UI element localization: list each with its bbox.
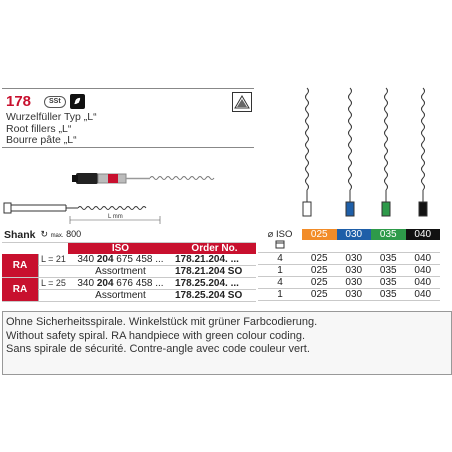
product-names — [6, 112, 97, 147]
size-value: 035 — [371, 265, 406, 277]
package-icon — [258, 240, 302, 253]
iso-pre: 340 — [77, 254, 95, 265]
instrument-outline — [4, 203, 160, 224]
size-value: 030 — [337, 277, 372, 289]
order-number: 178.21.204. ... — [173, 254, 256, 266]
column-header-row — [2, 243, 256, 255]
description-de: Ohne Sicherheitsspirale. Winkelstück mit grüner Farbcodierung. — [6, 316, 318, 328]
iso-bold: 204 — [96, 278, 114, 289]
shank-ra: RA — [2, 278, 39, 302]
iso-header: ISO — [68, 243, 173, 255]
iso-code — [68, 254, 173, 266]
description — [6, 316, 317, 357]
size-value: 040 — [406, 289, 441, 301]
size-row — [258, 265, 440, 277]
order-number: 178.25.204 SO — [173, 290, 256, 302]
size-025-header: 025 — [302, 229, 337, 240]
pack-count: 4 — [258, 277, 302, 289]
size-row — [258, 289, 440, 301]
length-value: L = 25 — [39, 278, 68, 290]
iso-code — [68, 278, 173, 290]
description-fr: Sans spirale de sécurité. Contre-angle avec code couleur vert. — [6, 343, 310, 355]
name-de: Wurzelfüller Typ „L“ — [6, 111, 97, 123]
name-en: Root fillers „L“ — [6, 122, 72, 135]
table-row — [2, 278, 256, 290]
shank-header-row — [2, 229, 256, 243]
instrument-photo — [72, 173, 214, 184]
iso-bold: 204 — [96, 254, 114, 265]
iso-post: 675 458 ... — [116, 254, 164, 265]
sizes-header-row — [258, 229, 440, 240]
sterile-icon — [232, 92, 252, 112]
product-number: 178 — [6, 93, 32, 110]
package-row — [258, 240, 440, 253]
file-025 — [303, 88, 311, 216]
size-030-header: 030 — [337, 229, 372, 240]
rotation-icon: ↻ — [40, 229, 49, 239]
description-en: Without safety spiral. RA handpiece with green colour coding. — [6, 329, 305, 342]
size-row — [258, 277, 440, 289]
size-value: 025 — [302, 265, 337, 277]
spiral-icon — [70, 94, 85, 109]
iso-post: 676 458 ... — [116, 278, 164, 289]
size-value: 030 — [337, 253, 372, 265]
diameter-icon: ⌀ — [267, 229, 274, 240]
order-table — [2, 229, 256, 302]
table-row — [2, 290, 256, 302]
order-number: 178.21.204 SO — [173, 266, 256, 278]
size-value: 030 — [337, 289, 372, 301]
order-number: 178.25.204. ... — [173, 278, 256, 290]
pack-count: 1 — [258, 289, 302, 301]
order-header: Order No. — [173, 243, 256, 255]
assortment-label: Assortment — [68, 266, 173, 278]
file-030 — [346, 88, 354, 216]
pack-count: 4 — [258, 253, 302, 265]
speed-value: 800 — [66, 229, 82, 239]
size-value: 030 — [337, 265, 372, 277]
file-040 — [419, 88, 427, 216]
name-fr: Bourre pâte „L“ — [6, 134, 77, 146]
size-value: 040 — [406, 265, 441, 277]
table-row — [2, 254, 256, 266]
file-size-drawings — [282, 84, 452, 224]
size-035-header: 035 — [371, 229, 406, 240]
size-value: 035 — [371, 253, 406, 265]
assortment-label: Assortment — [68, 290, 173, 302]
size-value: 025 — [302, 289, 337, 301]
length-label: L mm — [108, 214, 123, 220]
sizes-table — [258, 229, 440, 301]
shank-ra: RA — [2, 254, 39, 278]
pack-count: 1 — [258, 265, 302, 277]
sst-badge: SSt — [44, 96, 66, 108]
size-value: 040 — [406, 253, 441, 265]
size-value: 025 — [302, 253, 337, 265]
file-035 — [382, 88, 390, 216]
size-value: 035 — [371, 289, 406, 301]
shank-header: Shank — [2, 229, 39, 243]
instrument-drawings — [0, 150, 256, 230]
speed-prefix: max. — [50, 233, 64, 239]
iso-label: ISO — [276, 229, 293, 240]
size-040-header: 040 — [406, 229, 441, 240]
iso-pre: 340 — [77, 278, 95, 289]
size-value: 040 — [406, 277, 441, 289]
table-row — [2, 266, 256, 278]
size-value: 035 — [371, 277, 406, 289]
size-row — [258, 253, 440, 265]
size-value: 025 — [302, 277, 337, 289]
length-value: L = 21 — [39, 254, 68, 266]
